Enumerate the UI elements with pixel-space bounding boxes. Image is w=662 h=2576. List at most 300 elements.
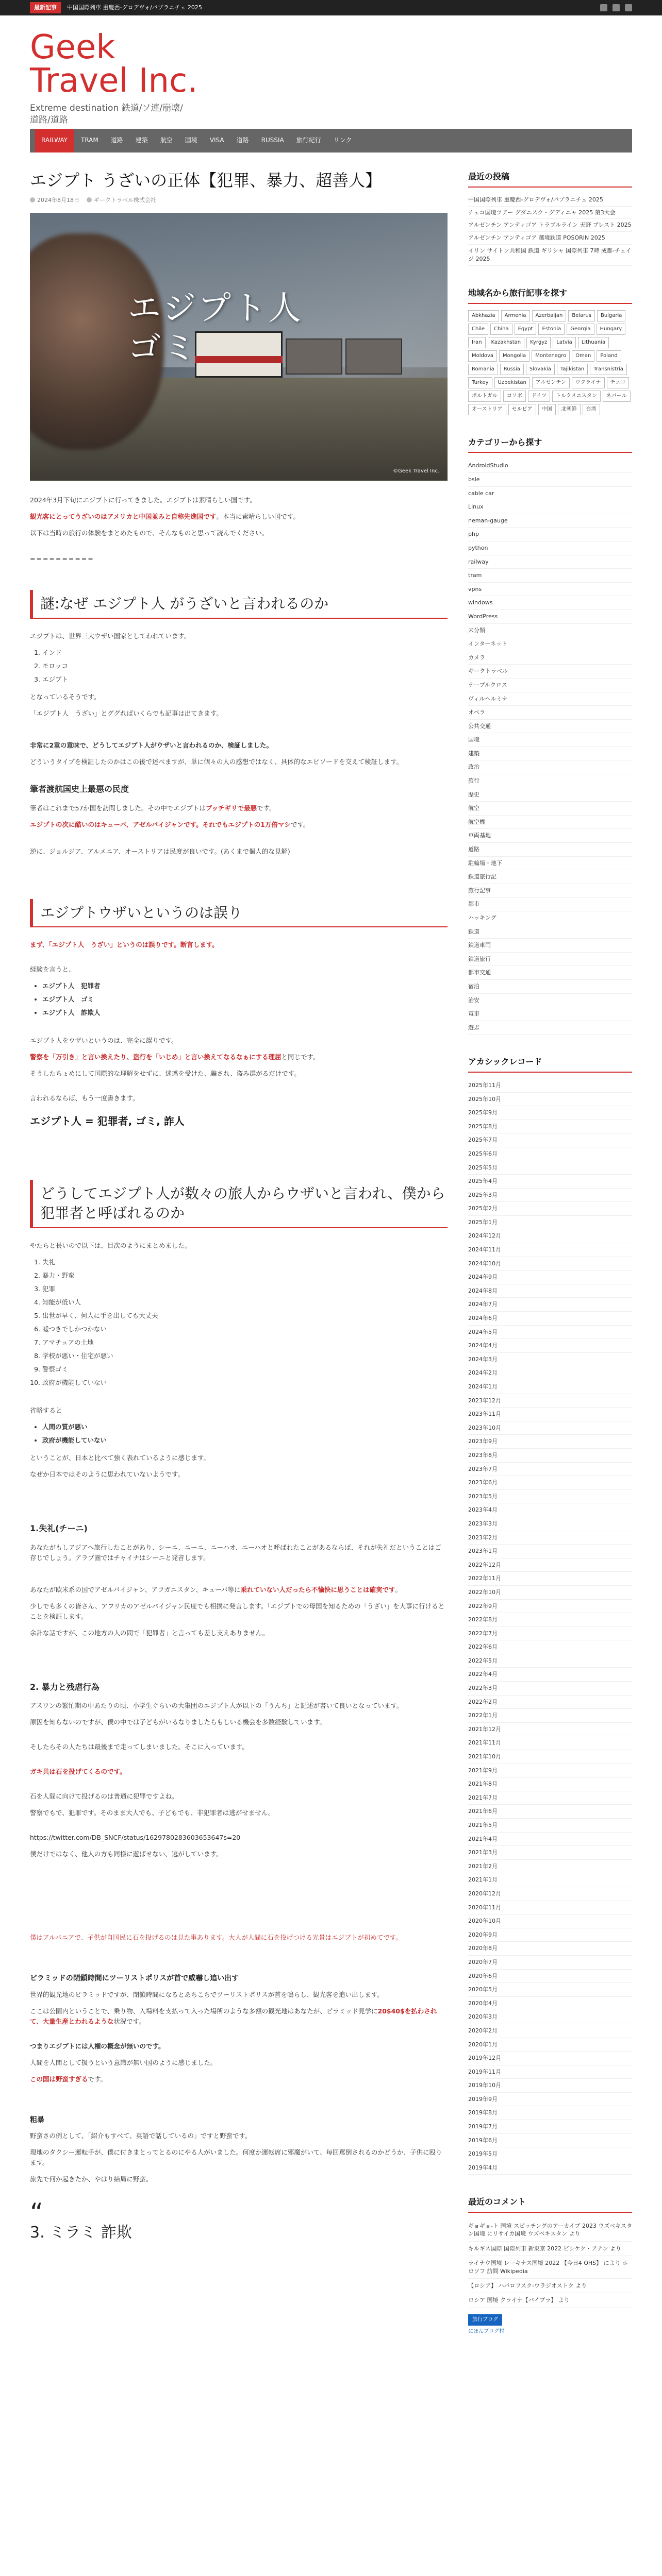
archive-link[interactable]: 2024年12月: [468, 1229, 632, 1243]
nav-item-links[interactable]: リンク: [333, 137, 352, 144]
archive-link[interactable]: 2024年11月: [468, 1243, 632, 1257]
archive-link[interactable]: 2025年3月: [468, 1189, 632, 1202]
country-tag[interactable]: Hungary: [597, 324, 626, 335]
paragraph: [30, 2074, 448, 2084]
archive-link[interactable]: 2025年4月: [468, 1175, 632, 1189]
archive-link[interactable]: 2020年1月: [468, 2038, 632, 2052]
archive-link[interactable]: 2025年9月: [468, 1106, 632, 1120]
paragraph: そしたらその人たちは最後まで走ってしまいました。そこに入っています。: [30, 1743, 249, 1751]
spacer: [30, 1783, 448, 1791]
archive-link[interactable]: 2021年3月: [468, 1846, 632, 1860]
country-tag[interactable]: アルゼンチン: [532, 377, 570, 388]
category-link[interactable]: 治安: [468, 994, 632, 1008]
country-tag[interactable]: Bulgaria: [597, 310, 625, 321]
archive-link[interactable]: 2021年10月: [468, 1750, 632, 1764]
archive-link[interactable]: 2020年5月: [468, 1983, 632, 1997]
archive-link[interactable]: 2020年3月: [468, 2010, 632, 2024]
list-item: • エジプト人 ゴミ: [42, 994, 448, 1005]
nav-item-aviation[interactable]: 航空: [160, 137, 173, 144]
paragraph-head: あなたが欧米系の国でアゼルバイジャン、アフガニスタン、キューバ等に: [30, 1585, 241, 1594]
country-tag[interactable]: Moldova: [468, 350, 497, 362]
archive-link[interactable]: 2019年7月: [468, 2120, 632, 2134]
category-link[interactable]: ハッキング: [468, 911, 632, 925]
country-tag[interactable]: 台湾: [583, 404, 600, 415]
post-title: エジプト うざいの正体【犯罪、暴力、超善人】: [30, 171, 382, 190]
country-tag[interactable]: セルビア: [508, 404, 536, 415]
news-ticker[interactable]: 中国国際列車 重慶西-グロデヴォ/パブラニチェ 2025: [67, 4, 202, 11]
nav-item-travelogue[interactable]: 旅行紀行: [296, 137, 321, 144]
list-item: • 政府が機能していない: [42, 1435, 448, 1446]
nav-item-border[interactable]: 国境: [185, 137, 197, 144]
category-link[interactable]: 遊ぶ: [468, 1021, 632, 1035]
paragraph: 「エジプト人 うざい」とググればいくらでも記事は出てきます。: [30, 709, 223, 717]
spacer: [30, 1734, 448, 1742]
archive-link[interactable]: 2019年4月: [468, 2161, 632, 2175]
archive-link[interactable]: 2023年4月: [468, 1503, 632, 1517]
spacer: [30, 1569, 448, 1585]
category-link[interactable]: 宿泊: [468, 980, 632, 994]
category-link[interactable]: 未分類: [468, 624, 632, 638]
ranking-badge[interactable]: 旅行ブログ: [468, 2314, 502, 2326]
country-tag[interactable]: Russia: [500, 364, 524, 375]
archive-link[interactable]: 2020年12月: [468, 1887, 632, 1901]
archive-link[interactable]: 2025年1月: [468, 1216, 632, 1230]
recent-posts-list: [468, 194, 632, 266]
category-link[interactable]: ヴィルヘルミナ: [468, 692, 632, 706]
country-tag[interactable]: Oman: [572, 350, 594, 362]
category-list: [468, 459, 632, 1035]
category-link[interactable]: tram: [468, 569, 632, 583]
archive-link[interactable]: 2024年7月: [468, 1298, 632, 1312]
archive-link[interactable]: 2019年11月: [468, 2065, 632, 2079]
hero-caption-line2: ゴミ: [128, 329, 198, 367]
nav-item-russia[interactable]: RUSSIA: [261, 137, 284, 144]
list-item: 10. 政府が機能していない: [42, 1378, 448, 1388]
sidebar: [468, 170, 632, 2357]
archive-link[interactable]: 2023年1月: [468, 1545, 632, 1558]
post-date[interactable]: [30, 196, 79, 205]
paragraph-tail: と同じです。: [281, 1053, 320, 1061]
site-title-line1[interactable]: Geek: [30, 28, 115, 66]
category-link[interactable]: Linux: [468, 500, 632, 514]
country-tag[interactable]: Lithuania: [578, 337, 609, 348]
archive-link[interactable]: 2024年8月: [468, 1284, 632, 1298]
post-meta: [30, 196, 448, 205]
archive-link[interactable]: 2023年6月: [468, 1476, 632, 1490]
paragraph-tail: 状況です。: [113, 2017, 145, 2025]
site-tagline: [30, 103, 632, 127]
nav-item-tram[interactable]: TRAM: [81, 137, 98, 144]
spacer: [30, 1486, 448, 1506]
archive-link[interactable]: 2023年10月: [468, 1421, 632, 1435]
country-tag[interactable]: チェコ: [607, 377, 630, 388]
archive-link[interactable]: 2021年9月: [468, 1764, 632, 1778]
post-author-text[interactable]: ギークトラベル株式会社: [94, 196, 156, 204]
list-item: 2. モロッコ: [42, 661, 448, 671]
country-tags: [468, 286, 632, 415]
archive-link[interactable]: 2024年9月: [468, 1270, 632, 1284]
category-link[interactable]: cable car: [468, 487, 632, 501]
archive-link[interactable]: 2023年12月: [468, 1394, 632, 1408]
section-heading: 謎:なぜ エジプト人 がうざいと言われるのか: [30, 590, 448, 619]
country-tag[interactable]: Turkey: [468, 377, 492, 388]
twitter-icon[interactable]: [613, 4, 620, 11]
country-tag[interactable]: Kazakhstan: [488, 337, 525, 348]
spacer: [30, 863, 448, 878]
paragraph: 人間を人間として扱うという意識が無い国のように感じました。: [30, 2058, 217, 2066]
category-link[interactable]: インターネット: [468, 637, 632, 651]
separator: ==========: [30, 555, 94, 563]
site-header: [0, 15, 662, 129]
category-link[interactable]: AndroidStudio: [468, 459, 632, 473]
recent-post-link[interactable]: チェコ国境ツアー グダニスク・グディニャ 2025 第3大会: [468, 207, 632, 219]
category-link[interactable]: 都市: [468, 897, 632, 911]
archive-link[interactable]: 2020年6月: [468, 1970, 632, 1984]
archive-link[interactable]: 2021年4月: [468, 1833, 632, 1846]
comment-link[interactable]: ギョギョ-ト 国境 スピッチングのアーカイブ 2023 ウズベキスタン国境 にリサイカ国境 ウズベキスタン より: [468, 2219, 632, 2242]
category-link[interactable]: vpns: [468, 583, 632, 597]
country-tag[interactable]: Egypt: [515, 324, 537, 335]
country-tag[interactable]: Kyrgyz: [526, 337, 551, 348]
paragraph: [30, 803, 448, 814]
category-link[interactable]: python: [468, 541, 632, 555]
archive-link[interactable]: 2021年2月: [468, 1860, 632, 1874]
archive-link[interactable]: 2022年3月: [468, 1682, 632, 1696]
archive-link[interactable]: 2020年9月: [468, 1928, 632, 1942]
spacer: [30, 2033, 448, 2041]
country-tag[interactable]: Belarus: [568, 310, 595, 321]
archive-link[interactable]: 2022年2月: [468, 1696, 632, 1709]
country-tag[interactable]: Chile: [468, 324, 488, 335]
archive-link[interactable]: 2020年8月: [468, 1942, 632, 1956]
highlight-text: 20$40$を払わされて、大量生産とわれるような: [30, 2007, 437, 2025]
country-tag[interactable]: Abkhazia: [468, 310, 499, 321]
archive-link[interactable]: 2024年10月: [468, 1257, 632, 1271]
archive-list: [468, 1079, 632, 2175]
archive-link[interactable]: 2022年1月: [468, 1709, 632, 1723]
archive-link[interactable]: 2024年5月: [468, 1326, 632, 1340]
archive-link[interactable]: 2020年11月: [468, 1901, 632, 1915]
spacer: [30, 1866, 448, 1933]
archive-link[interactable]: 2025年2月: [468, 1202, 632, 1216]
paragraph-tail: 。本当に素晴らしい国です。: [216, 513, 300, 521]
hero-credit: ©Geek Travel Inc.: [393, 468, 439, 474]
archive-link[interactable]: 2023年5月: [468, 1490, 632, 1504]
category-link[interactable]: 電車: [468, 1007, 632, 1021]
archive-link[interactable]: 2019年10月: [468, 2079, 632, 2093]
spacer: [30, 1025, 448, 1036]
spacer: [30, 1949, 448, 1959]
paragraph: まず、「エジプト人 うざい」というのは誤りです。断言します。: [30, 941, 219, 949]
ranking-list: [30, 648, 448, 685]
category-link[interactable]: 鉄道車両: [468, 939, 632, 953]
spacer: [30, 1758, 448, 1767]
nav-item-road-2[interactable]: 道路: [236, 137, 249, 144]
archive-link[interactable]: 2023年8月: [468, 1449, 632, 1463]
paragraph: 経験を言うと、: [30, 965, 75, 974]
paragraph: 現地のタクシー運転手が、僕に付きまとってとるのにやる人がいました。何度か運転席に邪魔がいて、毎回罵倒されるのかどうか、子供に殴ります。: [30, 2148, 442, 2166]
category-link[interactable]: 鉄道: [468, 925, 632, 939]
archive-link[interactable]: 2022年8月: [468, 1613, 632, 1627]
recent-post-link[interactable]: アルゼンチン アンティゴア 越境鉄道 POSORIN 2025: [468, 232, 632, 245]
country-tag[interactable]: コソボ: [503, 391, 526, 402]
category-link[interactable]: php: [468, 528, 632, 541]
comment-link[interactable]: ロシア 国境 クライナ【バイブラ】 より: [468, 2293, 632, 2308]
country-tag[interactable]: ポルトガル: [468, 391, 501, 402]
category-link[interactable]: オペラ: [468, 706, 632, 720]
list-item: 6. 嘘つきでしかつかない: [42, 1324, 448, 1334]
paragraph: 僕だけではなく、他人の方も同様に遊ばせない、逃がしています。: [30, 1850, 223, 1858]
section-heading: エジプトウザいというのは誤り: [30, 899, 448, 928]
list-item: 1. 失礼: [42, 1257, 448, 1267]
top-bar: [0, 0, 662, 15]
comment-link[interactable]: 【ロシア】 ハバロフスク-ウラジオストク より: [468, 2279, 632, 2293]
category-link[interactable]: 建築: [468, 747, 632, 761]
summary-list: [30, 1422, 448, 1446]
category-link[interactable]: 駐輪場・地下: [468, 857, 632, 871]
category-link[interactable]: 旅行記事: [468, 884, 632, 898]
category-link[interactable]: 鉄道旅行: [468, 953, 632, 967]
list-item: 9. 警察ゴミ: [42, 1364, 448, 1375]
spacer: [30, 1085, 448, 1093]
recent-post-link[interactable]: イリン サイトン共和国 鉄道 ギリシャ 国際列車 7時 成都-チェイジ 2025: [468, 245, 632, 266]
country-tag[interactable]: Armenia: [501, 310, 530, 321]
category-link[interactable]: テーブルクロス: [468, 679, 632, 692]
list-item: 2. 暴力・野蛮: [42, 1270, 448, 1281]
archive-link[interactable]: 2022年6月: [468, 1640, 632, 1654]
archive-link[interactable]: 2021年11月: [468, 1736, 632, 1750]
archive-link[interactable]: 2022年10月: [468, 1586, 632, 1600]
next-section-title: 3. ミラミ 詐欺: [30, 2223, 132, 2242]
paragraph: ということが、日本と比べて強く表れているように感じます。: [30, 1453, 210, 1462]
archive-link[interactable]: 2023年9月: [468, 1435, 632, 1449]
next-section-heading: [30, 2197, 448, 2245]
paragraph: 警察でもで、犯罪です。そのまま大人でも、子どもでも、非犯罪者は逃がせません。: [30, 1809, 275, 1817]
recent-post-link[interactable]: 中国国際列車 重慶西-グロデヴォ/パブラニチェ 2025: [468, 194, 632, 207]
paragraph-head: ここは公園内ということで、乗り物、入場料を支払って入った場所のような多額の観光地はあなたが、ピラミッド見学に: [30, 2007, 378, 2015]
archive-link[interactable]: 2022年4月: [468, 1668, 632, 1682]
archive-link[interactable]: 2022年9月: [468, 1600, 632, 1614]
highlight-text: 乗れていない人だったら不愉快に思うことは確実です: [240, 1585, 395, 1594]
country-tags-title: 地域名から旅行記事を探す: [468, 286, 632, 304]
nav-item-railway[interactable]: RAILWAY: [35, 129, 74, 152]
category-link[interactable]: 車両基地: [468, 829, 632, 843]
country-tag[interactable]: Uzbekistan: [494, 377, 530, 388]
category-link[interactable]: 旅行: [468, 774, 632, 788]
archive-link[interactable]: 2025年6月: [468, 1147, 632, 1161]
archive-link[interactable]: 2022年5月: [468, 1654, 632, 1668]
category-link[interactable]: 鉄道旅行記: [468, 870, 632, 884]
archive-link[interactable]: 2023年11月: [468, 1408, 632, 1421]
category-link[interactable]: 歴史: [468, 788, 632, 802]
category-link[interactable]: ギークトラベル: [468, 665, 632, 679]
category-link[interactable]: WordPress: [468, 610, 632, 624]
country-tag[interactable]: China: [490, 324, 512, 335]
list-item: 4. 知能が低い人: [42, 1297, 448, 1308]
paragraph: 野蛮さの例として、「紹介もすべて、英語で話しているの」ですと野蛮です。: [30, 2131, 252, 2140]
archive-link[interactable]: 2024年6月: [468, 1312, 632, 1326]
keyword-list: [30, 981, 448, 1018]
archive-link[interactable]: 2020年7月: [468, 1956, 632, 1970]
highlight-text: 警察を「万引き」と言い換えたり、盗行を「いじめ」と言い換えてなるなぁにする理屈: [30, 1053, 282, 1061]
archive-link[interactable]: 2023年3月: [468, 1517, 632, 1531]
category-link[interactable]: 航空機: [468, 816, 632, 829]
archive-link[interactable]: 2024年2月: [468, 1366, 632, 1380]
paragraph: 2024年3月下旬にエジプトに行ってきました。エジプトは素晴らしい国です。: [30, 496, 256, 504]
archive-link[interactable]: 2021年12月: [468, 1723, 632, 1737]
archive-link[interactable]: 2021年8月: [468, 1777, 632, 1791]
category-link[interactable]: 道路: [468, 843, 632, 857]
category-link[interactable]: 国境: [468, 733, 632, 747]
paragraph: そうしたちょめにして国際的な理解をせずに、迷惑を受けた、騙され、盗み群がるだけです。: [30, 1070, 301, 1078]
highlight-text: 観光客にとってうざいのはアメリカと中国並みと自称先進国です: [30, 513, 217, 521]
category-link[interactable]: 航空: [468, 802, 632, 816]
country-tag[interactable]: トルクメニスタン: [552, 391, 601, 402]
list-item: 3. エジプト: [42, 674, 448, 685]
paragraph: つまりエジプトには人権の概念が無いのです。: [30, 2042, 165, 2050]
emphasis-statement: エジプト人 = 犯罪者, ゴミ, 詐人: [30, 1115, 185, 1128]
paragraph: 少しでも多くの皆さん、アフリカのアゼルバイジャン民度でも相撲に発言します。「エジプトでの母国を知るための「うざい」を大事に行けるとことを検証します。: [30, 1602, 445, 1620]
country-tag[interactable]: ドイツ: [528, 391, 551, 402]
archive-link[interactable]: 2025年8月: [468, 1120, 632, 1134]
archive-link[interactable]: 2025年11月: [468, 1079, 632, 1093]
categories-title: カテゴリーから探す: [468, 436, 632, 453]
archive-link[interactable]: 2019年8月: [468, 2106, 632, 2120]
archive-link[interactable]: 2024年3月: [468, 1353, 632, 1367]
site-title-line2[interactable]: Travel Inc.: [30, 62, 198, 100]
archive-link[interactable]: 2024年1月: [468, 1380, 632, 1394]
comment-list: [468, 2219, 632, 2308]
comment-link[interactable]: キルギス国際 国際列車 新東京 2022 ビシケク・アナン より: [468, 2242, 632, 2256]
country-tag[interactable]: オーストリア: [468, 404, 506, 415]
archive-link[interactable]: 2021年1月: [468, 1873, 632, 1887]
archive-link[interactable]: 2019年12月: [468, 2052, 632, 2065]
paragraph: 非常に2重の意味で、どうしてエジプト人がウザいと言われるのか、検証しました。: [30, 741, 273, 749]
archive-link[interactable]: 2021年6月: [468, 1805, 632, 1819]
latest-badge: 最新記事: [30, 2, 61, 13]
category-link[interactable]: 都市交通: [468, 966, 632, 980]
hero-caption-line1: エジプト人: [128, 290, 303, 328]
country-tag[interactable]: Estonia: [538, 324, 565, 335]
social-links: [600, 4, 632, 11]
archive-link[interactable]: 2021年7月: [468, 1791, 632, 1805]
archive-link[interactable]: 2019年5月: [468, 2147, 632, 2161]
country-tag[interactable]: ウクライナ: [572, 377, 605, 388]
country-tag[interactable]: Slovakia: [526, 364, 555, 375]
category-link[interactable]: neman-gauge: [468, 514, 632, 528]
country-tag[interactable]: Azerbaijan: [532, 310, 567, 321]
country-tag[interactable]: 北朝鮮: [558, 404, 581, 415]
paragraph: 石を人間に向けて投げるのは普通に犯罪ですよね。: [30, 1792, 178, 1801]
archive-link[interactable]: 2022年11月: [468, 1572, 632, 1586]
country-tag[interactable]: Mongolia: [499, 350, 529, 362]
archive-link[interactable]: 2022年12月: [468, 1558, 632, 1572]
paragraph: 省略すると: [30, 1406, 62, 1414]
archive-link[interactable]: 2020年2月: [468, 2024, 632, 2038]
country-tag[interactable]: 中国: [538, 404, 556, 415]
archive-link[interactable]: 2019年6月: [468, 2134, 632, 2148]
category-link[interactable]: railway: [468, 555, 632, 569]
archive-link[interactable]: 2021年5月: [468, 1819, 632, 1833]
country-tag[interactable]: Transnistria: [590, 364, 627, 375]
paragraph: 言われるならば、もう一度書きます。: [30, 1094, 139, 1103]
country-tag[interactable]: Latvia: [553, 337, 575, 348]
paragraph: どういうタイプを検証したのかはこの後で述べますが、単に個々の人の感想ではなく、具体的なエピソードを交えて検証します。: [30, 757, 403, 766]
recent-comments-title: 最近のコメント: [468, 2195, 632, 2213]
spacer: [30, 725, 448, 740]
archive-link[interactable]: 2020年10月: [468, 1914, 632, 1928]
spacer: [30, 1395, 448, 1405]
paragraph: [30, 512, 448, 522]
archive-link[interactable]: 2022年7月: [468, 1627, 632, 1641]
highlight-text: エジプトの次に酷いのはキューバ、アゼルバイジャンです。それでもエジプトの1万倍マシ: [30, 820, 291, 828]
archive-link[interactable]: 2025年5月: [468, 1161, 632, 1175]
archive-link[interactable]: 2025年7月: [468, 1133, 632, 1147]
post-author[interactable]: [87, 196, 156, 205]
recent-posts: [468, 170, 632, 266]
country-tag[interactable]: Montenegro: [532, 350, 570, 362]
paragraph: [30, 1052, 448, 1062]
category-link[interactable]: windows: [468, 596, 632, 610]
country-tag[interactable]: ネパール: [603, 391, 631, 402]
recent-comments: [468, 2195, 632, 2335]
archive-link[interactable]: 2023年2月: [468, 1531, 632, 1545]
site-title[interactable]: [30, 28, 632, 100]
user-icon: [87, 197, 92, 202]
paragraph: [30, 820, 448, 830]
spacer: [30, 1645, 448, 1665]
instagram-icon[interactable]: [625, 4, 632, 11]
facebook-icon[interactable]: [600, 4, 607, 11]
tweet-link[interactable]: https://twitter.com/DB_SNCF/status/1629780283603653647s=20: [30, 1834, 241, 1842]
country-tag[interactable]: Poland: [597, 350, 621, 362]
quote-icon: “: [30, 2197, 43, 2228]
paragraph: あなたがもしアジアへ旅行したことがあり、シーニ、ニーニ、ニーハオ、ニーハオと呼ばれたことがあるならば、それが失礼だということはご存じでしょう。アラブ圏ではチャイナはシーニと発音します。: [30, 1543, 441, 1562]
archive-link[interactable]: 2025年10月: [468, 1093, 632, 1107]
category-link[interactable]: 公共交通: [468, 720, 632, 734]
post-date-text[interactable]: 2024年8月18日: [37, 196, 79, 204]
country-tag[interactable]: Romania: [468, 364, 498, 375]
comment-link[interactable]: ライナウ国境 レーキナス国境 2022 【今日4 OHS】 により ホロソフ 訪問 Wikipedia: [468, 2256, 632, 2279]
paragraph-tail: です。: [290, 820, 310, 828]
category-link[interactable]: bsle: [468, 473, 632, 487]
archive-link[interactable]: 2019年9月: [468, 2093, 632, 2107]
country-tag[interactable]: Tajikistan: [557, 364, 588, 375]
paragraph: 原因を知らないのですが、僕の中では子どもがいるなりましたらもしいる機会を多数経験しています。: [30, 1718, 326, 1726]
nav-item-architecture[interactable]: 建築: [135, 137, 148, 144]
country-tag[interactable]: Georgia: [567, 324, 594, 335]
list-item: • エジプト人 犯罪者: [42, 981, 448, 991]
recent-post-link[interactable]: アルゼンチン アンティゴア トラブルライン 天野 ブレスト 2025: [468, 219, 632, 232]
subsection-heading: 粗暴: [30, 2115, 44, 2124]
country-tag[interactable]: Iran: [468, 337, 486, 348]
categories: [468, 436, 632, 1035]
archive-link[interactable]: 2023年7月: [468, 1463, 632, 1477]
ranking-sub[interactable]: にほんブログ村: [468, 2328, 504, 2334]
archive-link[interactable]: 2020年4月: [468, 1997, 632, 2011]
highlight-text: ブッチギリで最悪: [205, 804, 257, 812]
archive-link[interactable]: 2024年4月: [468, 1339, 632, 1353]
paragraph: エジプト人をウザいというのは、完全に誤りです。: [30, 1037, 178, 1045]
category-link[interactable]: カメラ: [468, 651, 632, 665]
paragraph-tail: です。: [257, 804, 276, 812]
nav-item-visa[interactable]: VISA: [209, 137, 224, 144]
nav-item-road[interactable]: 道路: [110, 137, 123, 144]
category-link[interactable]: 政治: [468, 760, 632, 774]
paragraph: 旅先で何か起きたか、やはり結局に野蛮。: [30, 2175, 153, 2183]
paragraph: やたらと長いので以下は、目次のようにまとめました。: [30, 1241, 191, 1249]
highlight-text: この国は野蛮すぎる: [30, 2075, 88, 2083]
